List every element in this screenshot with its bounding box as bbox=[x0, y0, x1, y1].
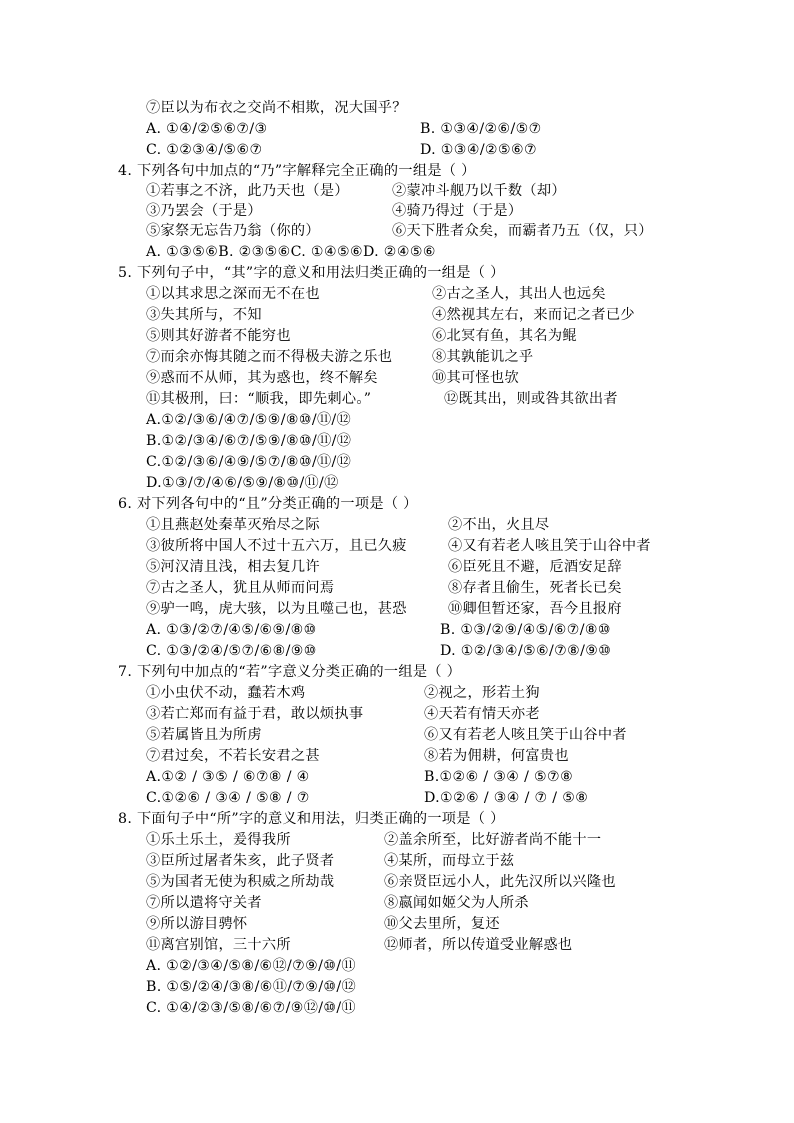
answer-option: B. ①③/②⑨/④⑤/⑥⑦/⑧⑩ bbox=[440, 622, 611, 638]
answer-option: A. ①③⑤⑥B. ②③⑤⑥C. ①④⑤⑥D. ②④⑤⑥ bbox=[146, 244, 436, 260]
sentence-item: ⑥又有若老人咳且笑于山谷中者 bbox=[424, 727, 627, 743]
sentence-item: ⑩父去里所，复还 bbox=[384, 916, 500, 932]
sentence-item: ①小虫伏不动，蠢若木鸡 bbox=[146, 685, 306, 701]
sentence-item: ⑦臣以为布衣之交尚不相欺，况大国乎？ bbox=[146, 100, 407, 116]
question-stem: 4. 下列各句中加点的“乃”字解释完全正确的一组是（ ） bbox=[118, 163, 476, 179]
sentence-item: ⑦君过矣，不若长安君之甚 bbox=[146, 748, 320, 764]
question-stem: 8. 下面句子中“所”字的意义和用法，归类正确的一项是（ ） bbox=[118, 811, 505, 827]
sentence-item: ⑦所以遣将守关者 bbox=[146, 895, 262, 911]
sentence-item: ④然视其左右，来而记之者已少 bbox=[432, 307, 635, 323]
answer-option: B. ①③④/②⑥/⑤⑦ bbox=[420, 121, 542, 137]
sentence-item: ⑥臣死且不避，卮酒安足辞 bbox=[448, 559, 622, 575]
sentence-item: ①且燕赵处秦革灭殆尽之际 bbox=[146, 517, 320, 533]
sentence-item: ⑧若为佣耕，何富贵也 bbox=[424, 748, 569, 764]
sentence-item: ⑤为国者无使为积威之所劫哉 bbox=[146, 874, 335, 890]
sentence-item: ⑧嬴闻如姬父为人所杀 bbox=[384, 895, 529, 911]
sentence-item: ①若事之不济，此乃天也（是） bbox=[146, 183, 349, 199]
sentence-item: ⑫师者，所以传道受业解惑也 bbox=[384, 937, 573, 953]
sentence-item: ⑤则其好游者不能穷也 bbox=[146, 328, 291, 344]
question-stem: 5. 下列句子中，“其”字的意义和用法归类正确的一组是（ ） bbox=[118, 265, 505, 281]
sentence-item: ⑩其可怪也欤 bbox=[432, 370, 519, 386]
answer-option: D.①③/⑦/④⑥/⑤⑨/⑧⑩/⑪/⑫ bbox=[146, 475, 339, 491]
sentence-item: ⑫既其出，则或咎其欲出者 bbox=[444, 391, 618, 407]
answer-option: A. ①②/③④/⑤⑧/⑥⑫/⑦⑨/⑩/⑪ bbox=[146, 958, 356, 974]
answer-option: D. ①③④/②⑤⑥⑦ bbox=[420, 142, 538, 158]
sentence-item: ③失其所与，不知 bbox=[146, 307, 262, 323]
sentence-item: ⑨所以游目骋怀 bbox=[146, 916, 248, 932]
sentence-item: ②蒙冲斗舰乃以千数（却） bbox=[392, 183, 566, 199]
sentence-item: ⑥天下胜者众矣，而霸者乃五（仅，只） bbox=[392, 223, 653, 239]
sentence-item: ⑨惑而不从师，其为惑也，终不解矣 bbox=[146, 370, 378, 386]
answer-option: C.①②⑥ / ③④ / ⑤⑧ / ⑦ bbox=[146, 790, 310, 806]
sentence-item: ⑧存者且偷生，死者长已矣 bbox=[448, 580, 622, 596]
sentence-item: ⑧其孰能讥之乎 bbox=[432, 349, 534, 365]
answer-option: C. ①③/②④/⑤⑦/⑥⑧/⑨⑩ bbox=[146, 643, 317, 659]
answer-option: C. ①④/②③/⑤⑧/⑥⑦/⑨⑫/⑩/⑪ bbox=[146, 1000, 356, 1016]
answer-option: B. ①⑤/②④/③⑧/⑥⑪/⑦⑨/⑩/⑫ bbox=[146, 979, 356, 995]
sentence-item: ②不出，火且尽 bbox=[448, 517, 550, 533]
sentence-item: ②视之，形若土狗 bbox=[424, 685, 540, 701]
question-stem: 7. 下列句中加点的“若”字意义分类正确的一组是（ ） bbox=[118, 664, 462, 680]
sentence-item: ①以其求思之深而无不在也 bbox=[146, 286, 320, 302]
sentence-item: ③乃罢会（于是） bbox=[146, 203, 262, 219]
answer-option: A.①② / ③⑤ / ⑥⑦⑧ / ④ bbox=[146, 769, 310, 785]
sentence-item: ③若亡郑而有益于君，敢以烦执事 bbox=[146, 706, 364, 722]
sentence-item: ⑦而余亦悔其随之而不得极夫游之乐也 bbox=[146, 349, 393, 365]
sentence-item: ④某所，而母立于兹 bbox=[384, 853, 515, 869]
sentence-item: ①乐土乐土，爰得我所 bbox=[146, 832, 291, 848]
answer-option: D. ①②/③④/⑤⑥/⑦⑧/⑨⑩ bbox=[440, 643, 612, 659]
sentence-item: ⑨驴一鸣，虎大骇，以为且噬己也，甚恐 bbox=[146, 601, 407, 617]
sentence-item: ⑥北冥有鱼，其名为鲲 bbox=[432, 328, 577, 344]
sentence-item: ②盖余所至，比好游者尚不能十一 bbox=[384, 832, 602, 848]
answer-option: D.①②⑥ / ③④ / ⑦ / ⑤⑧ bbox=[424, 790, 589, 806]
sentence-item: ④又有若老人咳且笑于山谷中者 bbox=[448, 538, 651, 554]
sentence-item: ③臣所过屠者朱亥，此子贤者 bbox=[146, 853, 335, 869]
sentence-item: ④骑乃得过（于是） bbox=[392, 203, 523, 219]
answer-option: C. ①②③④/⑤⑥⑦ bbox=[146, 142, 263, 158]
answer-option: B.①②⑥ / ③④ / ⑤⑦⑧ bbox=[424, 769, 574, 785]
answer-option: A. ①④/②⑤⑥⑦/③ bbox=[146, 121, 268, 137]
question-stem: 6. 对下列各句中的“且”分类正确的一项是（ ） bbox=[118, 496, 418, 512]
sentence-item: ②古之圣人，其出人也远矣 bbox=[432, 286, 606, 302]
sentence-item: ⑤家祭无忘告乃翁（你的） bbox=[146, 223, 320, 239]
sentence-item: ⑦古之圣人，犹且从师而问焉 bbox=[146, 580, 335, 596]
answer-option: A.①②/③⑥/④⑦/⑤⑨/⑧⑩/⑪/⑫ bbox=[146, 412, 351, 428]
sentence-item: ⑪其极刑，曰：“顺我，即先刺心。” bbox=[146, 391, 372, 407]
sentence-item: ③彼所将中国人不过十五六万，且已久疲 bbox=[146, 538, 407, 554]
sentence-item: ⑥亲贤臣远小人，此先汉所以兴隆也 bbox=[384, 874, 616, 890]
sentence-item: ⑤河汉清且浅，相去复几许 bbox=[146, 559, 320, 575]
sentence-item: ④天若有情天亦老 bbox=[424, 706, 540, 722]
sentence-item: ⑩卿但暂还家，吾今且报府 bbox=[448, 601, 622, 617]
sentence-item: ⑪离宫别馆，三十六所 bbox=[146, 937, 291, 953]
sentence-item: ⑤若属皆且为所虏 bbox=[146, 727, 262, 743]
answer-option: C.①②/③⑥/④⑨/⑤⑦/⑧⑩/⑪/⑫ bbox=[146, 454, 352, 470]
answer-option: A. ①③/②⑦/④⑤/⑥⑨/⑧⑩ bbox=[146, 622, 317, 638]
answer-option: B.①②/③④/⑥⑦/⑤⑨/⑧⑩/⑪/⑫ bbox=[146, 433, 352, 449]
